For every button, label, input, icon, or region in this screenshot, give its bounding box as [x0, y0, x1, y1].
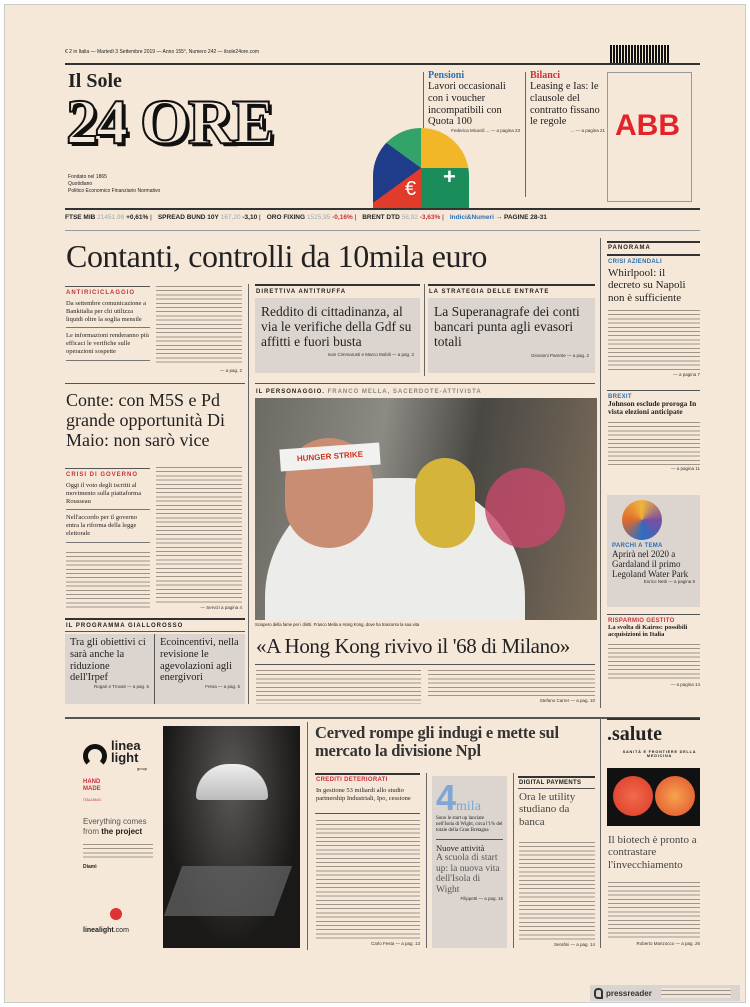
kicker: PARCHI A TEMA	[612, 543, 663, 549]
story-ecoincentivi[interactable]	[155, 634, 245, 704]
kicker: RISPARMIO GESTITO	[608, 618, 675, 624]
byline: Ivan Cimmarusti e Marco Mobili — a pag. 2	[327, 352, 414, 358]
cerved-sub: In gestione 53 miliardi allo studio partnership Industriali, Ipo, cessione	[316, 787, 411, 802]
article-body	[608, 642, 700, 682]
byline: — Servizi a pagina 4	[200, 605, 242, 610]
ticker-item: ORO FIXING 1525,95 -0,16% |	[266, 214, 357, 221]
teaser-title: Lavori occasionali con i voucher incompatibili con Quota 100	[428, 81, 506, 128]
story-title: Whirlpool: il decreto su Napoli non è sufficiente	[608, 267, 686, 304]
product-name: Diamì	[83, 864, 97, 870]
article-body	[156, 465, 242, 603]
hunger-strike-headband: HUNGER STRIKE	[279, 443, 380, 472]
story-title: Ecoincentivi, nella revisione le agevolazioni agli energivori	[160, 637, 239, 684]
mila-description: Sono le start up lanciate nell'Isola di Wight, circa l'1% del totale della Gran Bretagna	[436, 816, 503, 833]
byline: Fresa — a pag. 5	[205, 684, 240, 689]
byline: Carlo Festa — a pag. 13	[370, 941, 420, 946]
teaser-kicker: Pensioni	[428, 70, 465, 81]
byline: Giovanni Parente — a pag. 2	[530, 353, 589, 359]
kicker: LA STRATEGIA DELLE ENTRATE	[429, 289, 550, 295]
kicker: DIRETTIVA ANTITRUFFA	[256, 289, 347, 295]
panorama-brexit[interactable]	[608, 394, 700, 471]
logo-group: group	[137, 766, 148, 771]
panorama-whirlpool[interactable]	[608, 259, 700, 377]
italiano-label: ITALIANO	[83, 797, 101, 802]
story-title: A scuola di start up: la nuova vita dell'Isola di Wight	[436, 853, 500, 895]
plus-icon: +	[443, 164, 456, 189]
award-icon	[110, 908, 122, 920]
payments-title[interactable]: Ora le utility studiano da banca	[519, 791, 576, 828]
abb-logo: ABB	[615, 109, 680, 142]
subheading: Oggi il voto degli iscritti al movimento sulla piattaforma Rousseau	[66, 482, 150, 510]
story-title: Johnson esclude proroga In vista elezioni anticipate	[608, 399, 697, 417]
logo-24-ore: 24 ORE	[66, 86, 273, 157]
byline: — a pag. 2	[219, 368, 242, 373]
article-body	[156, 284, 242, 366]
article-body	[608, 880, 700, 940]
byline: Federica Micardi ... — a pagina 23	[451, 128, 520, 133]
article-body	[66, 550, 150, 610]
byline: — a pagina 14	[670, 681, 700, 687]
hand-made-label: HAND MADE	[83, 779, 101, 792]
pressreader-label: pressreader	[606, 988, 652, 998]
conte-sub	[66, 482, 150, 543]
pressreader-badge[interactable]	[590, 985, 740, 1001]
dateline: € 2 in Italia — Martedì 3 Settembre 2019 — Anno 155°, Numero 242 — ilsole24ore.com	[65, 49, 260, 55]
story-title: Aprirà nel 2020 a Gardaland il primo Legoland Water Park	[612, 549, 689, 580]
panorama-kairos[interactable]	[608, 618, 700, 687]
byline: Roberto Manzocco — a pag. 26	[636, 941, 700, 946]
abb-ad[interactable]	[607, 72, 692, 202]
subheading: Nell'accordo per il governo entra la riforma della legge elettorale	[66, 514, 150, 542]
kicker: CREDITI DETERIORATI	[316, 777, 388, 783]
salute-title[interactable]: Il biotech è pronto a contrastare l'invecchiamento	[608, 834, 697, 871]
linealight-url[interactable]: linealight.com	[83, 927, 129, 934]
photo-caption: Sciopero della fame per i diritti. Franco Mella a Hong Kong, dove ha trascorso la sua vita	[255, 622, 420, 627]
legoland-image	[622, 500, 662, 540]
article-body	[608, 420, 700, 466]
kicker: CRISI DI GOVERNO	[66, 472, 139, 478]
teaser-bilanci[interactable]	[530, 70, 605, 133]
byline: ... — a pagina 21	[570, 128, 605, 133]
kicker: DIGITAL PAYMENTS	[519, 780, 582, 786]
salute-subtitle: SANITÀ E FRONTIERE DELLA MEDICINA	[622, 750, 697, 758]
byline: Serafini — a pag. 14	[553, 942, 595, 947]
mila-figure: 4mila	[436, 777, 481, 818]
ticker-item: SPREAD BUND 10Y 167,20 -3,10 |	[157, 214, 261, 221]
indici-link[interactable]: Indici&Numeri → PAGINE 28-31	[449, 214, 547, 221]
market-ticker	[65, 214, 705, 221]
story-superanagrafe[interactable]	[428, 298, 595, 373]
founded-info: Fondato nel 1865 Quotidiano Politico Economico Finanziario Normativo	[68, 174, 161, 194]
byline: Filippetti — a pag. 16	[460, 895, 503, 901]
main-headline[interactable]: Contanti, controlli da 10mila euro	[66, 238, 487, 274]
pressreader-icon	[594, 988, 603, 999]
kicker: IL PROGRAMMA GIALLOROSSO	[66, 623, 184, 629]
lamp-icon	[196, 764, 268, 800]
pressreader-fineprint	[661, 988, 731, 998]
article-body	[608, 308, 700, 372]
petri-dish-photo	[607, 768, 700, 826]
euro-icon: €	[405, 178, 417, 200]
kicker: Nuove attività	[436, 839, 503, 853]
panorama-legoland[interactable]	[607, 495, 700, 607]
byline: — a pagina 7	[673, 371, 700, 377]
story-reddito[interactable]	[255, 298, 420, 373]
byline: Rogari e Trovati — a pag. 5	[93, 684, 149, 689]
story-isola-di-wight[interactable]	[432, 776, 507, 948]
feature-photo	[255, 398, 597, 620]
lamp-photo	[163, 726, 300, 948]
cerved-headline[interactable]: Cerved rompe gli indugi e mette sul mercato la divisione Npl	[315, 723, 559, 761]
kicker: CRISI AZIENDALI	[608, 259, 662, 265]
feature-headline[interactable]: «A Hong Kong rivivo il '68 di Milano»	[256, 634, 570, 658]
panorama-label: PANORAMA	[608, 245, 651, 251]
logo-small: Il Sole	[68, 70, 122, 92]
kicker: ANTIRICICLAGGIO	[66, 290, 135, 296]
salute-logo: .salute	[607, 723, 662, 745]
story-irpef[interactable]	[65, 634, 155, 704]
subheading: Le informazioni renderanno più efficaci le verifiche sulle operazioni sospette	[66, 332, 150, 360]
teaser-title: Leasing e Ias: le clausole del contratto fissano le regole	[530, 81, 600, 128]
teaser-pensioni[interactable]	[428, 70, 520, 133]
article-body	[316, 818, 420, 940]
linealight-logo: linea light	[111, 738, 141, 765]
story-title: La svolta di Kairos: possibili acquisizioni in Italia	[608, 624, 688, 639]
teaser-kicker: Bilanci	[530, 70, 561, 81]
byline: Stefano Carrer — a pag. 10	[539, 698, 595, 703]
programma-box	[65, 634, 245, 704]
ticker-item: FTSE MIB 21451,98 +0,61% |	[65, 214, 152, 221]
story-title: Tra gli obiettivi ci sarà anche la riduzione dell'Irpef	[70, 637, 146, 684]
kicker: BREXIT	[608, 394, 632, 400]
feature-kicker: IL PERSONAGGIO. FRANCO MELLA, SACERDOTE-ATTIVISTA	[256, 389, 482, 395]
story-title: Reddito di cittadinanza, al via le verifiche della Gdf su affitti e fuori busta	[261, 304, 412, 350]
antiriciclaggio-sub	[66, 300, 150, 361]
subheading: Da settembre comunicazione a Bankitalia per chi utilizza liquidi oltre la soglia mensile	[66, 300, 150, 328]
ticker-item: BRENT DTD 58,92 -3,63% |	[362, 214, 444, 221]
linealight-ad[interactable]	[65, 722, 300, 950]
byline: Enrico Netti — a pagina 9	[643, 579, 695, 585]
story-title: La Superanagrafe dei conti bancari punta agli evasori totali	[434, 304, 580, 350]
ad-body	[83, 842, 153, 858]
conte-headline[interactable]: Conte: con M5S e Pd grande opportunità Di Maio: non sarò vice	[66, 390, 225, 451]
ad-tagline: Everything comes from the project	[83, 817, 147, 836]
byline: — a pagina 11	[671, 465, 700, 471]
linealight-logo-icon	[83, 744, 107, 768]
article-body	[519, 840, 595, 940]
article-body	[428, 668, 595, 696]
article-body	[256, 668, 421, 704]
barcode	[610, 45, 670, 63]
